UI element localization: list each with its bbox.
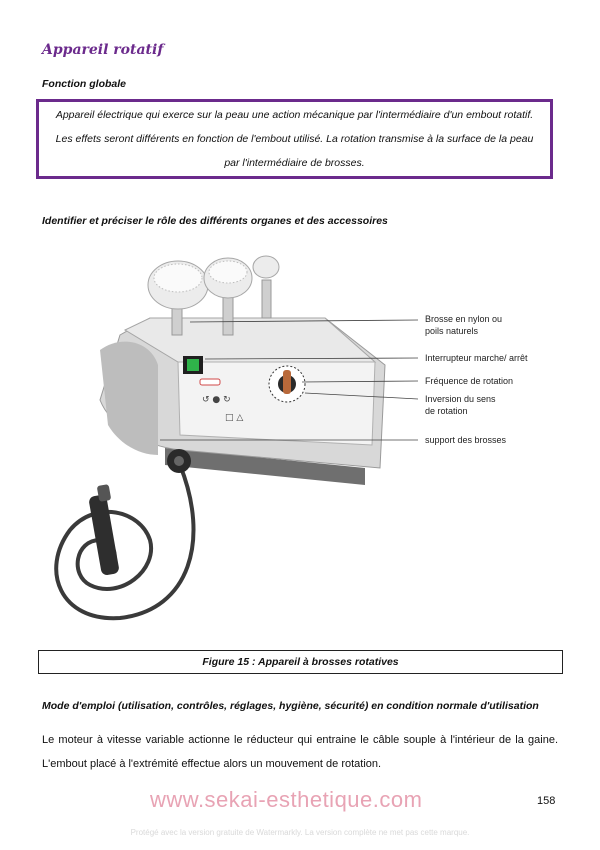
device-figure [40, 240, 570, 635]
callout-inversion: Inversion du sens de rotation [425, 394, 496, 416]
mode-emploi-text: Le moteur à vitesse variable actionne le réducteur qui entraine le câble souple à l'intérieur de la gaine. L'embout placé à l'extrémité effectue alors un mouvement de rotation. [42, 734, 558, 770]
watermark-url: www.sekai-esthetique.com [150, 787, 423, 812]
section-title: Appareil rotatif [42, 42, 164, 58]
callout-interrupteur: Interrupteur marche/ arrêt [425, 353, 528, 363]
watermark-footer-note: Protégé avec la version gratuite de Watermarkly. La version complète ne met pas cette marque. [130, 828, 470, 837]
callout-frequence: Fréquence de rotation [425, 376, 514, 386]
svg-text:↺ ● ↻: ↺ ● ↻ [202, 395, 231, 405]
fonction-heading: Fonction globale [42, 78, 126, 90]
svg-text:□ △: □ △ [225, 413, 244, 423]
definition-text: Appareil électrique qui exerce sur la peau une action mécanique par l'intermédiaire d'un embout rotatif. Les effets seront différents en fonction de l'embout utilisé. La rotation transmise à la surface de la peau par l'intermédiaire de brosses. [55, 109, 534, 169]
identify-heading: Identifier et préciser le rôle des différents organes et des accessoires [42, 215, 388, 227]
callout-support: support des brosses [425, 435, 507, 445]
callout-brosse: Brosse en nylon ou poils naturels [425, 314, 503, 336]
figure-caption: Figure 15 : Appareil à brosses rotatives [38, 650, 563, 674]
mode-emploi-heading: Mode d'emploi (utilisation, contrôles, réglages, hygiène, sécurité) en condition normale d'utilisation [42, 700, 539, 712]
definition-box [36, 99, 553, 179]
page-number: 158 [537, 795, 556, 807]
